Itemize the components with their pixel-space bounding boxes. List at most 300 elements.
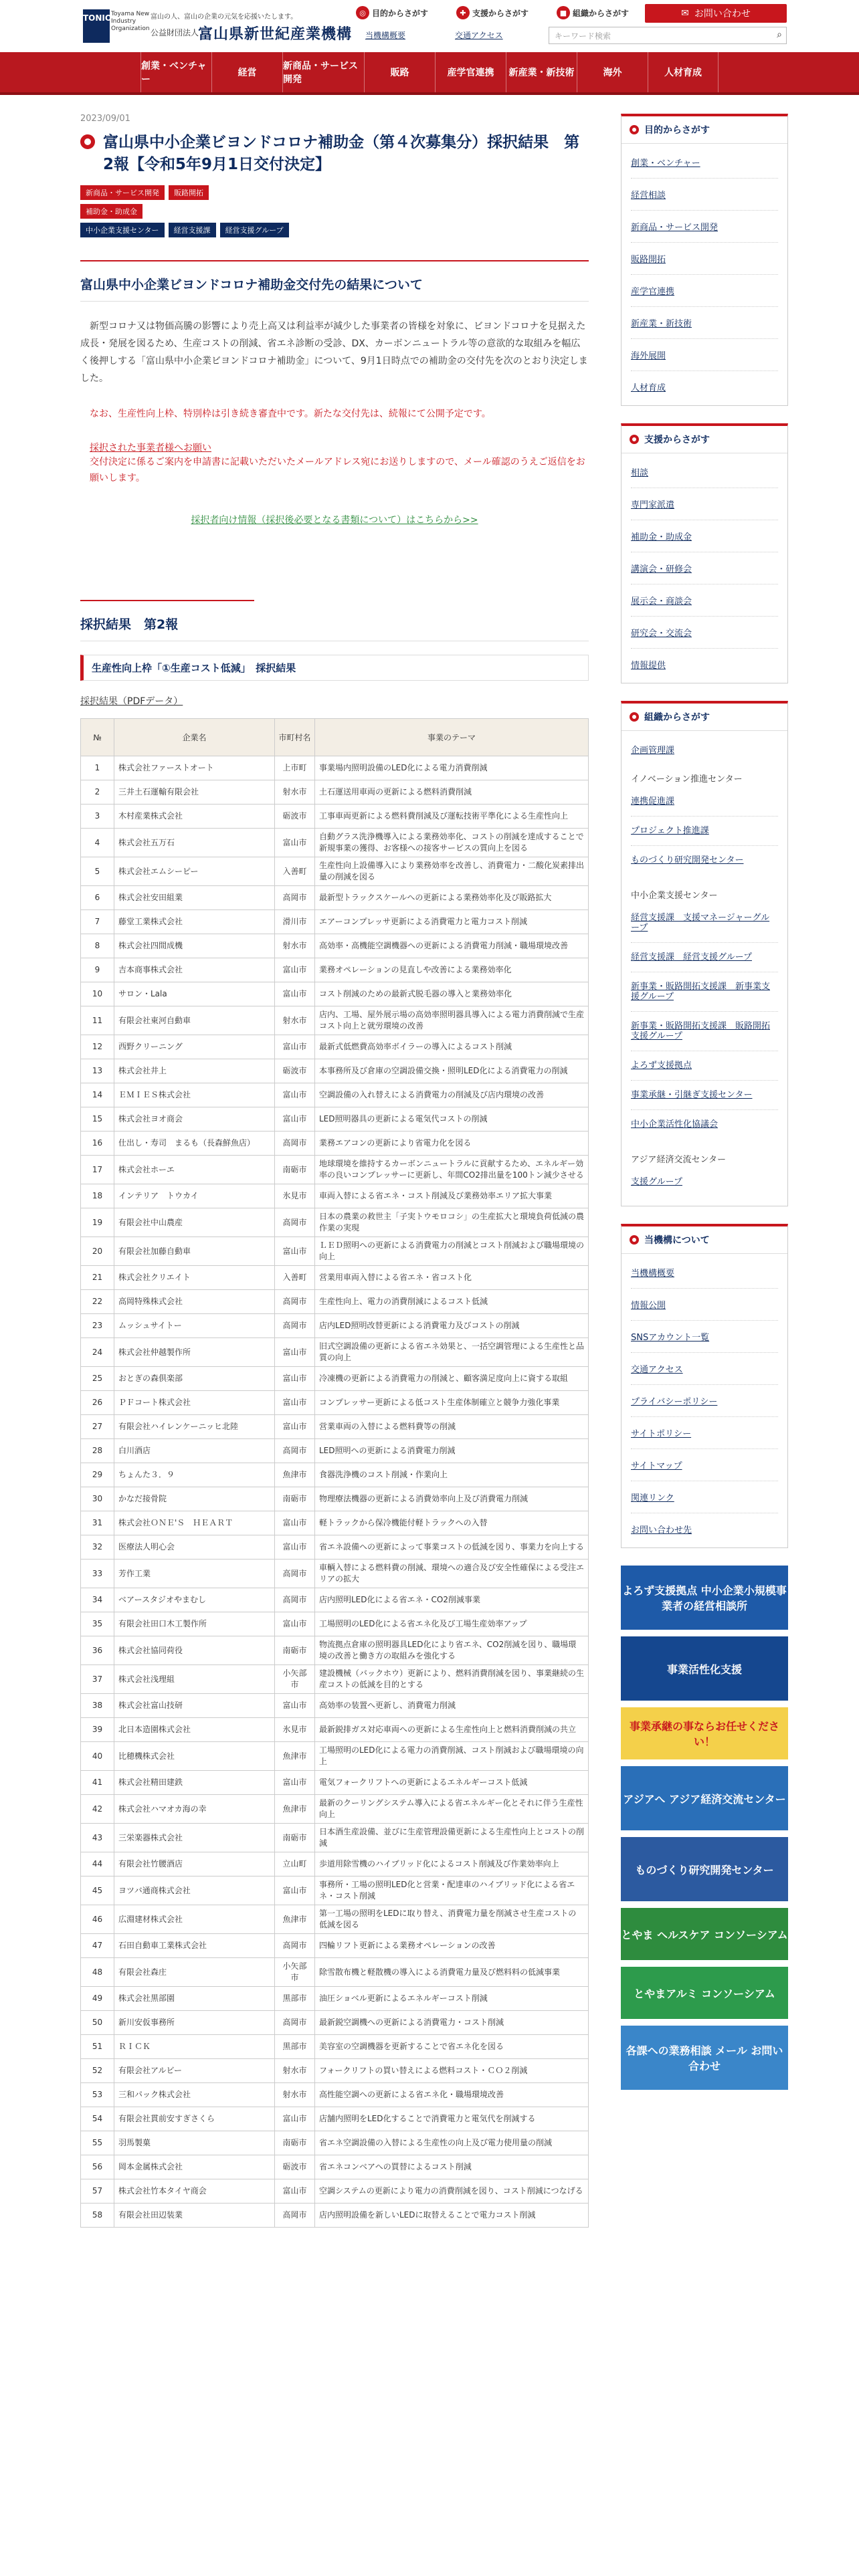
row-company: インテリア トウカイ [114,1184,275,1208]
banner-link[interactable]: アジアへ アジア経済交流センター [621,1766,788,1830]
org-title-text: 組織からさがす [644,712,710,723]
table-row [81,2083,589,2107]
org-sub-link[interactable]: よろず支援拠点 [631,1051,778,1081]
row-theme: 店内照明設備を新しいLEDに取替えることで電力コスト削減 [315,2204,589,2228]
row-number: 16 [81,1132,114,1156]
row-number: 56 [81,2155,114,2179]
row-company: 株式会社精田建鉄 [114,1771,275,1795]
mail-icon: ✉ [681,8,689,19]
row-number: 25 [81,1367,114,1391]
row-number: 46 [81,1905,114,1934]
support-box-title [622,426,787,453]
row-company: 有限会社田辺装業 [114,2204,275,2228]
row-number: 27 [81,1415,114,1439]
table-row [81,1934,589,1958]
row-number: 30 [81,1487,114,1511]
row-city: 富山市 [275,1694,315,1718]
table-header-row [81,719,589,756]
row-theme: 物理療法機器の更新による消費効率向上及び消費電力削減 [315,1487,589,1511]
notice-text: なお、生産性向上枠、特別枠は引き続き審査中です。新たな交付先は、続報にて公開予定です。 [90,409,491,419]
row-city: 黒部市 [275,2035,315,2059]
notice-detail: 交付決定に係るご案内を申請書に記載いただいたメールアドレス宛にお送りしますので、メール確認のうえご返信をお願いします。 [90,457,585,484]
logo[interactable] [83,9,110,43]
row-city: 立山町 [275,1852,315,1876]
about-item-link[interactable]: 関連リンク [631,1481,778,1513]
table-row [81,1156,589,1184]
table-row [81,934,589,958]
support-item-link[interactable]: 研究会・交流会 [631,617,778,649]
org-sub-link[interactable]: 事業承継・引継ぎ支援センター [631,1081,778,1110]
row-company: 木村産業株式会社 [114,804,275,829]
adoptee-info-link[interactable]: 採択者向け情報（採択後必要となる書類について）はこちらから>> [191,515,478,526]
row-company: 有限会社東河自動車 [114,1006,275,1035]
tagline: 富山の人、富山の企業の元気を応援いたします。 [151,13,298,21]
row-city: 高岡市 [275,1314,315,1338]
purpose-list [622,144,787,405]
row-city: 砺波市 [275,1059,315,1083]
row-city: 富山市 [275,1771,315,1795]
asia-sublist [631,1168,778,1196]
row-theme: 歩道用除雪機のハイブリッド化によるコスト削減及び作業効率向上 [315,1852,589,1876]
org-sub-link[interactable]: 新事業・販路開拓支援課 販路開拓支援グループ [631,1012,778,1051]
row-theme: 生産性向上、電力の消費削減によるコスト低減 [315,1290,589,1314]
row-number: 36 [81,1636,114,1665]
nav-item-new-industry[interactable]: 新産業・新技術 [506,52,577,92]
row-number: 57 [81,2179,114,2204]
row-number: 1 [81,756,114,780]
row-number: 40 [81,1742,114,1771]
nav-item-hr[interactable]: 人材育成 [648,52,719,92]
table-row [81,1535,589,1560]
row-theme: 車両入替による省エネ・コスト削減及び業務効率エリア拡大事業 [315,1184,589,1208]
row-theme: 旧式空調設備の更新による省エネ効果と、一括空調管理による生産性と品質の向上 [315,1338,589,1367]
tag-row [80,185,361,200]
contact-button[interactable] [645,4,787,23]
row-number: 37 [81,1665,114,1694]
tag-mgmt-group[interactable]: 経営支援グループ [220,223,289,237]
about-item-link[interactable]: プライバシーポリシー [631,1385,778,1417]
about-title-text: 当機構について [644,1235,710,1246]
row-company: おとぎの森倶楽部 [114,1367,275,1391]
page-title: 富山県中小企業ビヨンドコロナ補助金（第４次募集分）採択結果 第2報【令和5年9月1日交付決定】 [103,134,580,173]
logo-text: TONIO [83,13,112,23]
row-company: 三栄楽器株式会社 [114,1824,275,1852]
row-theme: 業務エアコンの更新により省電力化を図る [315,1132,589,1156]
row-number: 52 [81,2059,114,2083]
row-number: 33 [81,1560,114,1588]
title-block [80,132,589,176]
row-theme: 建設機械（バックホウ）更新により、燃料消費削減を図り、事業継続の生産コストの低減を目的とする [315,1665,589,1694]
row-number: 2 [81,780,114,804]
row-theme: 電気フォークリフトへの更新によるエネルギーコスト低減 [315,1771,589,1795]
row-company: ちょんた３．９ [114,1463,275,1487]
row-company: 有限会社田口木工製作所 [114,1612,275,1636]
row-city: 富山市 [275,1535,315,1560]
purpose-box [621,114,788,406]
table-row [81,1439,589,1463]
support-item-link[interactable]: 専門家派遣 [631,488,778,520]
sub-heading: 生産性向上枠「①生産コスト低減」 採択結果 [80,655,589,681]
row-city: 高岡市 [275,1934,315,1958]
row-company: 株式会社井上 [114,1059,275,1083]
row-city: 魚津市 [275,1463,315,1487]
row-number: 41 [81,1771,114,1795]
row-company: 広淵建材株式会社 [114,1905,275,1934]
row-theme: 省エネ空調設備の入替による生産性の向上及び電力使用量の削減 [315,2131,589,2155]
table-row [81,1463,589,1487]
row-company: 株式会社竹本タイヤ商会 [114,2179,275,2204]
about-list [622,1254,787,1547]
org-sub-link[interactable]: ものづくり研究開発センター [631,855,744,865]
row-company: ＰＦコート株式会社 [114,1391,275,1415]
row-theme: 生産性向上設備導入により業務効率を改善し、消費電力・二酸化炭素排出量の削減を図る [315,857,589,886]
nav-item-product-dev[interactable]: 新商品・サービス開発 [282,52,364,92]
row-city: 富山市 [275,1511,315,1535]
row-company: ヨツバ通商株式会社 [114,1876,275,1905]
row-theme: 冷凍機の更新による消費電力の削減と、顧客満足度向上に資する取組 [315,1367,589,1391]
row-city: 富山市 [275,1237,315,1266]
purpose-item-link[interactable]: 新商品・サービス開発 [631,211,778,243]
row-number: 55 [81,2131,114,2155]
org-sub-link[interactable]: 経営支援課 経営支援グループ [631,943,778,972]
row-company: ＥＭＩＥＳ株式会社 [114,1083,275,1107]
org-planning-link[interactable]: 企画管理課 [631,746,675,756]
about-item-link[interactable]: SNSアカウント一覧 [631,1321,778,1353]
row-company: 株式会社四間成機 [114,934,275,958]
banner-link[interactable]: 事業承継の事ならお任せください！ [621,1707,788,1759]
row-number: 29 [81,1463,114,1487]
table-row [81,1511,589,1535]
org-sub-link[interactable]: 連携促進課 [631,787,778,817]
search-placeholder: キーワード検索 [555,31,611,41]
table-row [81,1852,589,1876]
table-row [81,2179,589,2204]
table-row [81,1795,589,1824]
row-number: 17 [81,1156,114,1184]
post-date: 2023/09/01 [80,114,130,124]
nav-item-overseas[interactable]: 海外 [577,52,648,92]
row-theme: 店内照明LED化による省エネ・CO2削減事業 [315,1588,589,1612]
table-row [81,2035,589,2059]
purpose-item-link[interactable]: 海外展開 [631,339,778,371]
nav-item-startup[interactable]: 創業・ベンチャー [140,52,211,92]
row-theme: LED照明器具の更新による電気代コストの削減 [315,1107,589,1132]
table-row [81,1824,589,1852]
support-search-button[interactable] [456,5,529,20]
row-theme: 工場照明のLED化による電力の消費削減、コスト削減および職場環境の向上 [315,1742,589,1771]
pdf-link[interactable]: 採択結果（PDFデータ） [80,696,183,707]
row-theme: 物流拠点倉庫の照明器具LED化により省エネ、CO2削減を図り、職場環境の改善と働き方の取組みを強化する [315,1636,589,1665]
table-row [81,857,589,886]
purpose-item-link[interactable]: 人材育成 [631,383,666,393]
table-row [81,1560,589,1588]
row-city: 富山市 [275,1876,315,1905]
table-row [81,1718,589,1742]
row-number: 54 [81,2107,114,2131]
table-row [81,2059,589,2083]
support-item-link[interactable]: 展示会・商談会 [631,584,778,617]
org-name[interactable]: 富山県新世紀産業機構 [198,26,353,43]
support-item-link[interactable]: 補助金・助成金 [631,520,778,552]
tag-product-dev[interactable]: 新商品・サービス開発 [80,185,165,200]
table-row [81,2155,589,2179]
row-company: ムッシュサイトー [114,1314,275,1338]
row-city: 射水市 [275,2059,315,2083]
row-theme: 営業車両の入替による燃料費等の削減 [315,1415,589,1439]
row-company: 高岡特殊株式会社 [114,1290,275,1314]
intro-paragraph: 新型コロナ又は物価高騰の影響により売上高又は利益率が減少した事業者の皆様を対象に、ビヨンドコロナを見据えた成長・発展を図るため、生産コストの削減、省エネ診断の受診、DX、カーボンニュートラル等の意欲的な取組みを幅広く後押しする「富山県中小企業ビヨンドコロナ補助金」について、9月1日時点での補助金の交付先を次のとおり決定しました。 [80,321,588,384]
row-theme: 日本の農業の救世主「子実トウモロコシ」の生産拡大と環境負荷低減の農作業の実現 [315,1208,589,1237]
table-row [81,1132,589,1156]
table-row [81,1742,589,1771]
row-city: 南砺市 [275,1487,315,1511]
row-number: 43 [81,1824,114,1852]
row-company: 株式会社ハマオカ海の幸 [114,1795,275,1824]
row-company: 株式会社エムシーピー [114,857,275,886]
org-search-button[interactable] [557,5,629,20]
nav-item-sales[interactable]: 販路 [364,52,435,92]
support-item-link[interactable]: 情報提供 [631,661,666,671]
row-theme: ＬＥＤ照明への更新による消費電力の削減とコスト削減および職場環境の向上 [315,1237,589,1266]
support-item-link[interactable]: 相談 [631,456,778,488]
row-number: 9 [81,958,114,982]
row-theme: エアーコンプレッサ更新による消費電力と電力コスト削減 [315,910,589,934]
table-row [81,910,589,934]
row-theme: 工事車両更新による燃料費削減及び運転技術平準化による生産性向上 [315,804,589,829]
banner-link[interactable]: とやま ヘルスケア コンソーシアム [621,1908,788,1960]
row-theme: 空調システムの更新により電力の消費削減を図り、コスト削減につなげる [315,2179,589,2204]
row-company: 株式会社安田組業 [114,886,275,910]
tag-list [80,185,589,237]
row-company: 西野クリーニング [114,1035,275,1059]
row-number: 5 [81,857,114,886]
row-company: 医療法人明心会 [114,1535,275,1560]
section-heading [80,260,589,302]
about-item-link[interactable]: 当機構概要 [631,1257,778,1289]
row-theme: 事業場内照明設備のLED化による電力消費削減 [315,756,589,780]
row-company: 芳作工業 [114,1560,275,1588]
table-row [81,1771,589,1795]
purpose-search-button[interactable] [356,5,428,20]
row-company: 比穂機株式会社 [114,1742,275,1771]
table-row [81,1107,589,1132]
purpose-item-link[interactable]: 経営相談 [631,179,778,211]
about-item-link[interactable]: サイトポリシー [631,1417,778,1449]
row-company: 株式会社富山技研 [114,1694,275,1718]
row-theme: 店内LED照明改替更新による消費電力及びコストの削減 [315,1314,589,1338]
banner-link[interactable]: 各課への業務相談 メール お問い合わせ [621,2026,788,2090]
table-row [81,1338,589,1367]
purpose-label: 目的からさがす [372,8,429,18]
table-row [81,780,589,804]
table-row [81,756,589,780]
row-number: 31 [81,1511,114,1535]
row-theme: 第一工場の照明をLEDに取り替え、消費電力量を削減させ生産コストの低減を図る [315,1905,589,1934]
main-content [80,114,589,2228]
row-number: 34 [81,1588,114,1612]
about-item-link[interactable]: 情報公開 [631,1289,778,1321]
org-sub-link[interactable]: 経営支援課 支援マネージャーグループ [631,903,778,943]
row-number: 53 [81,2083,114,2107]
row-city: 黒部市 [275,1987,315,2011]
col-header-company: 企業名 [114,719,275,756]
table-row [81,886,589,910]
org-sub-link[interactable]: 新事業・販路開拓支援課 新事業支援グループ [631,972,778,1012]
row-number: 32 [81,1535,114,1560]
row-city: 射水市 [275,934,315,958]
row-city: 滑川市 [275,910,315,934]
org-box [621,701,788,1206]
table-row [81,1083,589,1107]
row-company: 北日本造園株式会社 [114,1718,275,1742]
row-company: 有限会社アルビー [114,2059,275,2083]
row-theme: LED照明への更新による消費電力削減 [315,1439,589,1463]
table-row [81,1184,589,1208]
row-number: 18 [81,1184,114,1208]
org-sub-link[interactable]: 中小企業活性化協議会 [631,1119,719,1130]
row-theme: 高効率・高機能空調機器への更新による消費電力削減・職場環境改善 [315,934,589,958]
row-theme: 自動グラス洗浄機導入による業務効率化、コストの削減を達成することで新規事業の獲得、お客様への接客サービスの質向上を図る [315,829,589,857]
table-row [81,1266,589,1290]
innov-sublist [631,787,778,875]
row-number: 14 [81,1083,114,1107]
row-theme: 最新鋭空調機への更新による消費電力・コスト削減 [315,2011,589,2035]
row-city: 射水市 [275,1006,315,1035]
about-item-link[interactable]: サイトマップ [631,1449,778,1481]
row-city: 富山市 [275,1415,315,1439]
row-theme: 車輌入替による燃料費の削減、環境への適合及び安全性確保による受注エリアの拡大 [315,1560,589,1588]
purpose-item-link[interactable]: 販路開拓 [631,243,778,275]
org-sme-heading: 中小企業支援センター [631,891,718,901]
purpose-item-link[interactable]: 産学官連携 [631,275,778,307]
notice-link[interactable]: 採択された事業者様へお願い [90,443,211,453]
row-city: 富山市 [275,829,315,857]
title-circle-icon [80,134,95,149]
row-company: 三和パック株式会社 [114,2083,275,2107]
row-theme: 食器洗浄機のコスト削減・作業向上 [315,1463,589,1487]
row-number: 44 [81,1852,114,1876]
purpose-item-link[interactable]: 新産業・新技術 [631,307,778,339]
access-link[interactable]: 交通アクセス [455,31,503,40]
result-heading: 採択結果 第2報 [80,617,179,632]
org-icon: ■ [557,6,570,19]
org-sub-link[interactable]: 支援グループ [631,1177,682,1187]
table-row [81,958,589,982]
row-city: 高岡市 [275,1208,315,1237]
row-theme: 事務所・工場の照明LED化と営業・配達車のハイブリッド化による省エネ・コスト削減 [315,1876,589,1905]
org-list [622,731,787,1206]
sme-sublist [631,903,778,1139]
table-row [81,1588,589,1612]
row-company: 株式会社クリエイト [114,1266,275,1290]
search-icon[interactable]: ⌕ [777,29,782,40]
purpose-box-title [622,116,787,144]
table-row [81,829,589,857]
table-row [81,804,589,829]
tag-mgmt-dept[interactable]: 経営支援課 [169,223,216,237]
row-company: 株式会社ファーストオート [114,756,275,780]
row-company: 株式会社五万石 [114,829,275,857]
tag-subsidy[interactable]: 補助金・助成金 [80,204,142,219]
row-number: 3 [81,804,114,829]
row-theme: 空調設備の入れ替えによる消費電力の削減及び店内環境の改善 [315,1083,589,1107]
table-row [81,1391,589,1415]
row-city: 南砺市 [275,2131,315,2155]
row-theme: 除雪散布機と軽散機の導入による消費電力量及び燃料料の低減事業 [315,1958,589,1987]
row-company: 株式会社ＯＮＥ'Ｓ ＨＥＡＲＴ [114,1511,275,1535]
row-number: 58 [81,2204,114,2228]
org-asia-heading: アジア経済交流センター [631,1155,726,1165]
nav-item-management[interactable]: 経営 [211,52,282,92]
row-city: 氷見市 [275,1184,315,1208]
row-city: 高岡市 [275,1588,315,1612]
banner-link[interactable]: とやまアルミ コンソーシアム [621,1967,788,2019]
nav-item-industry-academia[interactable]: 産学官連携 [435,52,506,92]
table-row [81,1876,589,1905]
circle-icon [630,435,639,444]
col-header-no: № [81,719,114,756]
row-city: 富山市 [275,1612,315,1636]
tag-sales[interactable]: 販路開拓 [169,185,209,200]
logo-subtext: Toyama New Industry Organization [111,11,150,32]
table-row [81,1958,589,1987]
target-icon: ◎ [356,6,369,19]
row-city: 南砺市 [275,1636,315,1665]
row-number: 12 [81,1035,114,1059]
row-company: 羽馬製菓 [114,2131,275,2155]
row-city: 高岡市 [275,1132,315,1156]
table-row [81,1290,589,1314]
banner-link[interactable]: 事業活性化支援 [621,1636,788,1701]
circle-icon [630,712,639,722]
sidebar [621,114,788,2097]
row-city: 南砺市 [275,1824,315,1852]
row-company: 有限会社貫前安すぎさくら [114,2107,275,2131]
tag-sme-center[interactable]: 中小企業支援センター [80,223,165,237]
table-row [81,1006,589,1035]
table-row [81,1059,589,1083]
row-theme: 営業用車両入替による省エネ・省コスト化 [315,1266,589,1290]
row-theme: 油圧ショベル更新によるエネルギーコスト削減 [315,1987,589,2011]
row-company: 有限会社ハイレンケーニッヒ北陸 [114,1415,275,1439]
row-city: 砺波市 [275,2155,315,2179]
row-number: 7 [81,910,114,934]
row-company: 仕出し・寿司 まるも（長森鮮魚店） [114,1132,275,1156]
row-company: ＲＩＣＫ [114,2035,275,2059]
row-number: 19 [81,1208,114,1237]
banner-link[interactable]: ものづくり研究開発センター [621,1837,788,1901]
purpose-item-link[interactable]: 創業・ベンチャー [631,146,778,179]
row-number: 38 [81,1694,114,1718]
org-sub-link[interactable]: プロジェクト推進課 [631,817,778,846]
row-city: 富山市 [275,1391,315,1415]
overview-link[interactable]: 当機構概要 [365,31,406,40]
row-number: 10 [81,982,114,1006]
row-number: 23 [81,1314,114,1338]
search-input[interactable] [549,27,787,44]
banner-link[interactable]: よろず支援拠点 中小企業小規模事業者の経営相談所 [621,1566,788,1630]
row-number: 49 [81,1987,114,2011]
org-innov-heading: イノベーション推進センター [631,774,743,784]
row-theme: コンプレッサー更新による低コスト生産体制確立と競争力強化事業 [315,1391,589,1415]
row-number: 51 [81,2035,114,2059]
about-item-link[interactable]: 交通アクセス [631,1353,778,1385]
row-theme: 店舗内照明をLED化することで消費電力と電気代を削減する [315,2107,589,2131]
row-theme: 土石運送用車両の更新による燃料消費削減 [315,780,589,804]
row-city: 小矢部市 [275,1958,315,1987]
about-item-link[interactable]: お問い合わせ先 [631,1525,692,1535]
support-item-link[interactable]: 講演会・研修会 [631,552,778,584]
